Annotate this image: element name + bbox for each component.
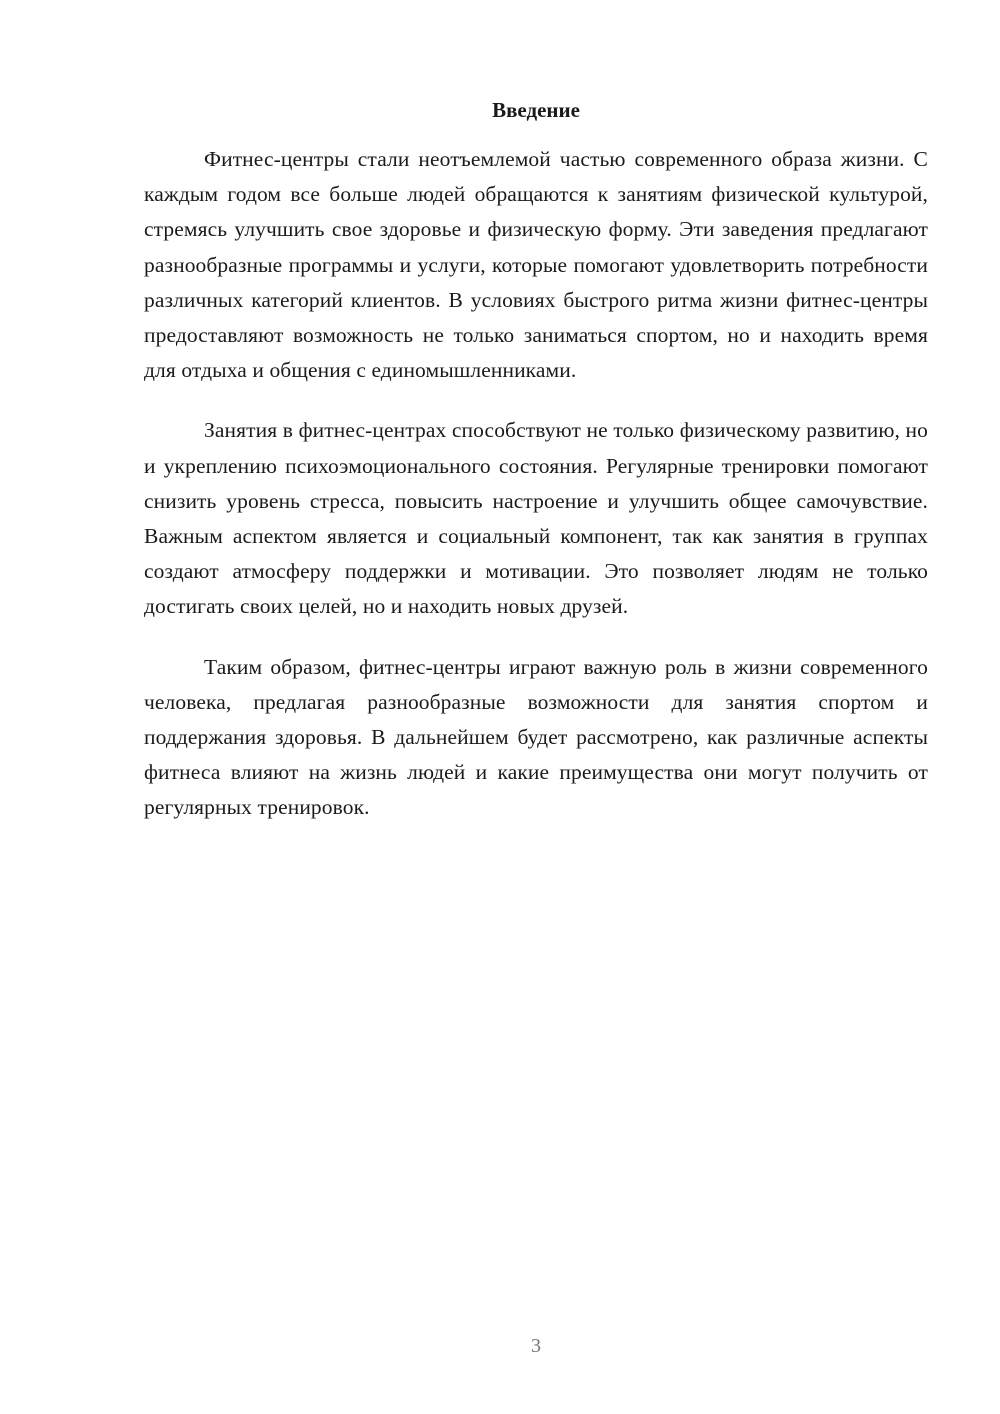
paragraph-2: Занятия в фитнес-центрах способствуют не только физическому развитию, но и укреплению психоэмоционального состояния. Регулярные тренировки помогают снизить уровень стресса, повысить настроение и улучшить общее самочувствие. Важным аспектом является и социальный компонент, так как занятия в группах создают атмосферу поддержки и мотивации. Это позволяет людям не только достигать своих целей, но и находить новых друзей. xyxy=(144,418,928,619)
paragraph-3: Таким образом, фитнес-центры играют важную роль в жизни современного человека, предлагая разнообразные возможности для занятия спортом и поддержания здоровья. В дальнейшем будет рассмотрено, как различные аспекты фитнеса влияют на жизнь людей и какие преимущества они могут получить от регулярных тренировок. xyxy=(144,654,928,820)
page-number: 3 xyxy=(531,1335,541,1357)
page-content xyxy=(144,92,928,826)
section-title: Введение xyxy=(492,98,580,122)
paragraph-1: Фитнес-центры стали неотъемлемой частью современного образа жизни. С каждым годом все больше людей обращаются к занятиям физической культурой, стремясь улучшить свое здоровье и физическую форму. Эти заведения предлагают разнообразные программы и услуги, которые помогают удовлетворить потребности различных категорий клиентов. В условиях быстрого ритма жизни фитнес-центры предоставляют возможность не только заниматься спортом, но и находить время для отдыха и общения с единомышленниками. xyxy=(144,147,928,383)
